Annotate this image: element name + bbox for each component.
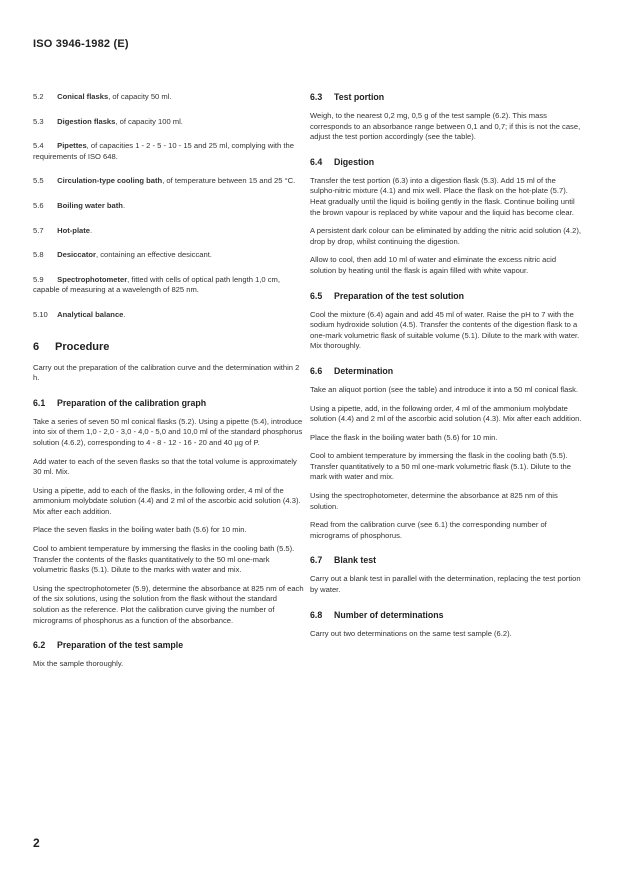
paragraph: Transfer the test portion (6.3) into a digestion flask (5.3). Add 15 ml of the sulpho-nitric mixture (4.1) and mix well. Place the flask on the hot-plate (5.7). Heat gradually until the liquid is boiling gently in the flask. Continue boiling until the brown vapour is replaced by white vapour and the liquid has become clear. bbox=[310, 175, 575, 217]
paragraph: Cool to ambient temperature by immersing the flasks in the cooling bath (5.5). Transfer the contents of the flasks quantitatively to the 50 ml one-mark volumetric flasks (5.1). Dilute to the marks with water and mix. bbox=[33, 544, 295, 575]
paragraph: Read from the calibration curve (see 6.1) the corresponding number of micrograms of phosphorus. bbox=[310, 520, 547, 540]
apparatus-item: 5.4 Pipettes, of capacities 1 - 2 - 5 - 10 - 15 and 25 ml, complying with the requirements of ISO 648. bbox=[33, 141, 294, 161]
section-6-7-heading: 6.7 Blank test bbox=[310, 555, 377, 566]
apparatus-item: 5.10 Analytical balance. bbox=[33, 309, 126, 319]
page-number: 2 bbox=[33, 836, 40, 850]
paragraph: Take a series of seven 50 ml conical flasks (5.2). Using a pipette (5.4), introduce into six of them 1,0 - 2,0 - 3,0 - 4,0 - 5,0 and 10,0 ml of the standard phosphorus solution (4.6.2), corresponding to 4 - 8 - 12 - 16 - 20 and 40 µg of P. bbox=[33, 416, 303, 447]
paragraph: Place the seven flasks in the boiling water bath (5.6) for 10 min. bbox=[33, 525, 247, 535]
apparatus-item: 5.7 Hot-plate. bbox=[33, 225, 93, 235]
apparatus-item: 5.9 Spectrophotometer, fitted with cells of optical path length 1,0 cm, capable of measuring at a wavelength of 825 nm. bbox=[33, 274, 280, 295]
paragraph: Allow to cool, then add 10 ml of water and eliminate the excess nitric acid solution by heating until the flask is again filled with white vapour. bbox=[310, 255, 557, 275]
paragraph: Using a pipette, add to each of the flasks, in the following order, 4 ml of the ammonium molybdate solution (4.4) and 2 ml of the ascorbic acid solution (4.3). Mix after each addition. bbox=[33, 485, 301, 516]
left-column bbox=[33, 92, 305, 670]
section-6-5-heading: 6.5 Preparation of the test solution bbox=[310, 290, 465, 301]
section-6-2-heading: 6.2 Preparation of the test sample bbox=[33, 640, 184, 651]
apparatus-item: 5.2 Conical flasks, of capacity 50 ml. bbox=[33, 92, 172, 101]
apparatus-item: 5.5 Circulation-type cooling bath, of temperature between 15 and 25 °C. bbox=[33, 176, 296, 186]
section-6-1-heading: 6.1 Preparation of the calibration graph bbox=[33, 397, 207, 408]
paragraph: Carry out two determinations on the same test sample (6.2). bbox=[310, 628, 512, 638]
paragraph: Carry out a blank test in parallel with the determination, replacing the test portion by water. bbox=[310, 574, 581, 595]
document-header: ISO 3946-1982 (E) bbox=[33, 38, 129, 50]
section-6-8-heading: 6.8 Number of determinations bbox=[310, 609, 444, 620]
section-6-3-heading: 6.3 Test portion bbox=[310, 92, 385, 102]
paragraph: Using the spectrophotometer (5.9), determine the absorbance at 825 nm of each of the six solutions, using the solution from the flask without the standard solution as the reference. Plot the calibration curve giving the number of micrograms of phosphorus as a function of the absorbance. bbox=[33, 583, 304, 625]
apparatus-item: 5.6 Boiling water bath. bbox=[33, 200, 126, 210]
apparatus-item: 5.8 Desiccator, containing an effective desiccant. bbox=[33, 250, 212, 260]
procedure-heading: 6 Procedure bbox=[33, 340, 110, 353]
paragraph: Cool to ambient temperature by immersing the flask in the cooling bath (5.5). Transfer quantitatively to a 50 ml one-mark volumetric flask (5.1). Dilute to the mark with water and mix. bbox=[310, 451, 571, 482]
paragraph: Add water to each of the seven flasks so that the total volume is approximately 30 ml. Mix. bbox=[33, 456, 297, 477]
paragraph: A persistent dark colour can be eliminated by adding the nitric acid solution (4.2), drop by drop, whilst continuing the digestion. bbox=[310, 226, 581, 246]
paragraph: Using the spectrophotometer, determine the absorbance at 825 nm of this solution. bbox=[310, 491, 558, 511]
paragraph: Cool the mixture (6.4) again and add 45 ml of water. Raise the pH to 7 with the sodium hydroxide solution (4.5). Transfer the contents of the digestion flask to a one-mark volumetric flask of suitable volume (5.1). Dilute to the mark with water. Mix thoroughly. bbox=[310, 309, 580, 351]
section-6-4-heading: 6.4 Digestion bbox=[310, 156, 375, 167]
paragraph: Mix the sample thoroughly. bbox=[33, 659, 124, 669]
paragraph: Weigh, to the nearest 0,2 mg, 0,5 g of the test sample (6.2). This mass corresponds to an absorbance range between 0,1 and 0,7; if this is not the case, adjust the test portion accordingly (see the table). bbox=[310, 111, 581, 142]
paragraph: Using a pipette, add, in the following order, 4 ml of the ammonium molybdate solution (4.4) and 2 ml of the ascorbic acid solution (4.3). Mix after each addition. bbox=[310, 403, 582, 424]
section-6-6-heading: 6.6 Determination bbox=[310, 365, 394, 376]
paragraph: Take an aliquot portion (see the table) and introduce it into a 50 ml conical flask. bbox=[310, 384, 579, 394]
right-column bbox=[310, 92, 582, 639]
paragraph: Place the flask in the boiling water bath (5.6) for 10 min. bbox=[310, 432, 498, 442]
apparatus-item: 5.3 Digestion flasks, of capacity 100 ml. bbox=[33, 116, 183, 126]
procedure-intro: Carry out the preparation of the calibration curve and the determination within 2 h. bbox=[33, 362, 300, 383]
